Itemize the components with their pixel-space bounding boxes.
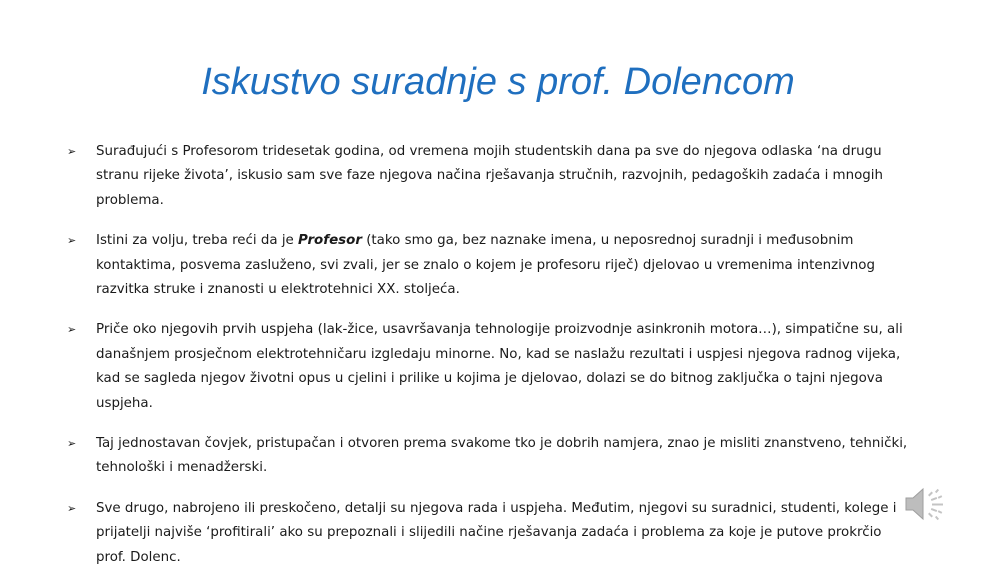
bullet-text: Sve drugo, nabrojeno ili preskočeno, detalji su njegova rada i uspjeha. Međutim, njegovi su suradnici, studenti, kolege i prijatelji najviše ‘profitirali’ ako su prepoznali i slijedili načine rješavanja zadaća i problema za koje je putove prokrčio prof. Dolenc. (96, 500, 897, 565)
bullet-text-part: (tako smo ga, bez naznake imena, u neposrednoj suradnji i međusobnim kontaktima, posvema zasluženo, svi zvali, jer se znalo o kojem je profesoru riječ) djelovao u vremenima intenzivnog razvitka struke i znanosti u elektrotehnici XX. stoljeća. (96, 233, 875, 298)
bullet-item (67, 140, 912, 213)
bullet-item (67, 229, 912, 302)
bullet-list (67, 140, 912, 570)
speaker-icon[interactable] (902, 484, 944, 524)
sound-waves (928, 489, 943, 520)
emphasized-word: Profesor (298, 233, 362, 249)
slide-title: Iskustvo suradnje s prof. Dolencom (201, 61, 795, 103)
arrowhead-bullet-icon: ➢ (67, 323, 77, 337)
bullet-item (67, 432, 912, 481)
bullet-text: Taj jednostavan čovjek, pristupačan i otvoren prema svakome tko je dobrih namjera, znao je misliti znanstveno, tehnički, tehnološki i menadžerski. (96, 436, 908, 476)
arrowhead-bullet-icon: ➢ (67, 234, 77, 248)
arrowhead-bullet-icon: ➢ (67, 437, 77, 451)
bullet-text (96, 233, 875, 297)
bullet-text: Priče oko njegovih prvih uspjeha (lak-žice, usavršavanja tehnologije proizvodnje asinkronih motora…), simpatične su, ali današnjem prosječnom elektrotehničaru izgledaju minorne. No, kad se naslažu rezultati i uspjesi njegova radnog vijeka, kad se sagleda njegov životni opus u cjelini i prilike u kojima je djelovao, dolazi se do bitnog zaključka o tajni njegova uspjeha. (96, 322, 903, 411)
speaker-body (906, 489, 923, 519)
bullet-item (67, 497, 912, 570)
arrowhead-bullet-icon: ➢ (67, 501, 77, 515)
bullet-text: Surađujući s Profesorom tridesetak godina, od vremena mojih studentskih dana pa sve do njegova odlaska ‘na drugu stranu rijeke života’, iskusio sam sve faze njegova načina rješavanja stručnih, razvojnih, pedagoških zadaća i mnogih problema. (96, 144, 883, 208)
bullet-item (67, 318, 912, 416)
bullet-text-part: Istini za volju, treba reći da je (96, 233, 299, 249)
arrowhead-bullet-icon: ➢ (67, 145, 77, 158)
